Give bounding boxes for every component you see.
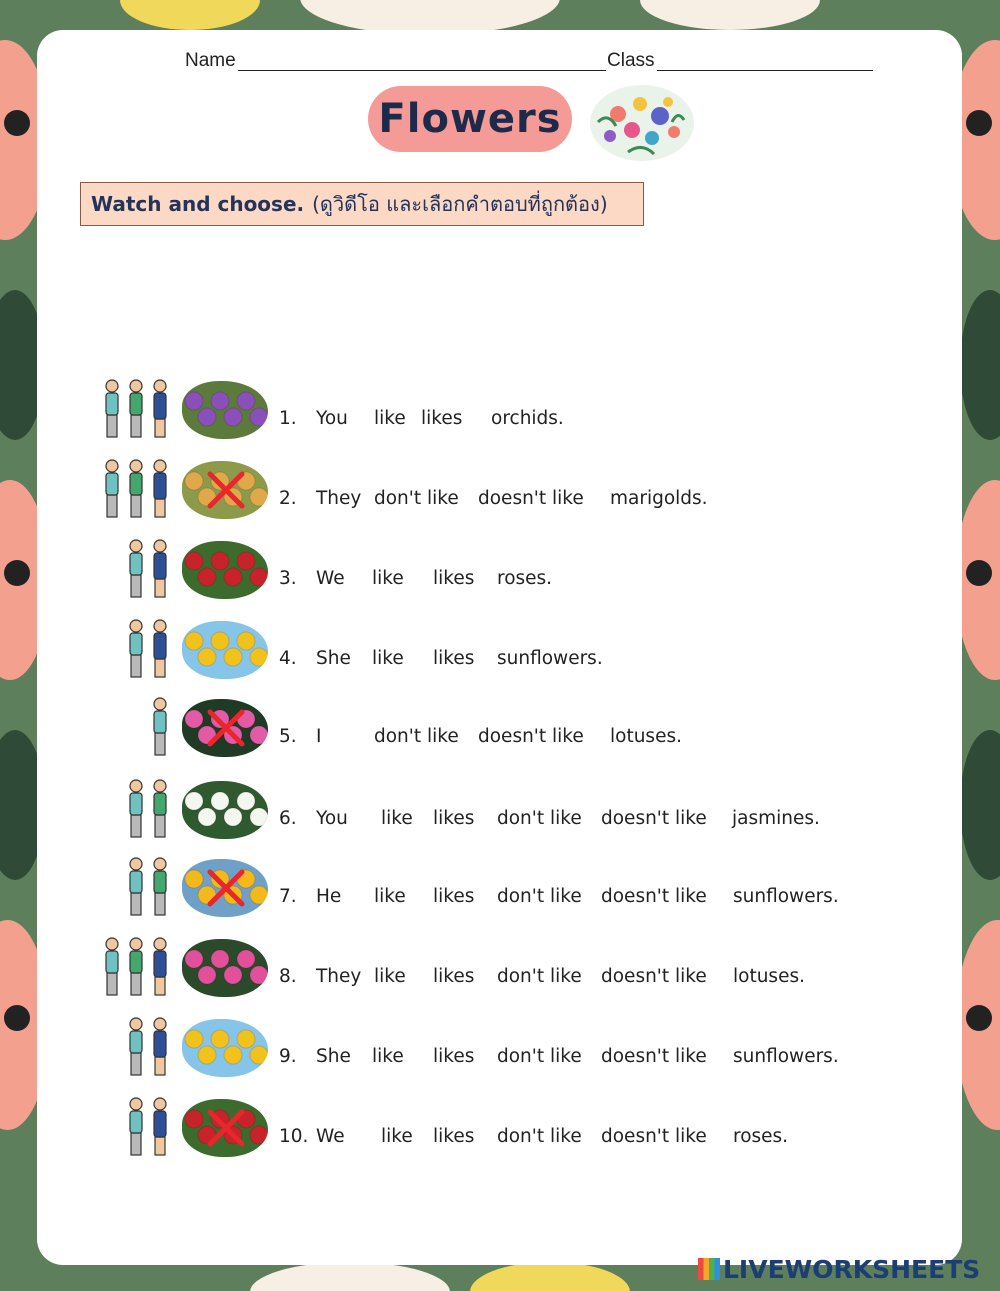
answer-option[interactable]: likes	[433, 886, 475, 907]
watermark	[698, 1255, 980, 1284]
answer-option[interactable]: like	[372, 648, 404, 669]
flower-decoration	[470, 1262, 630, 1291]
instruction-title: Watch and choose.	[91, 192, 305, 216]
answer-option[interactable]: like	[372, 1046, 404, 1067]
person-icon	[130, 620, 142, 677]
person-icon	[106, 380, 118, 437]
person-icon	[130, 938, 142, 995]
person-icon	[154, 460, 166, 517]
question-row	[0, 933, 1000, 1003]
answer-option[interactable]: don't like	[497, 808, 582, 829]
answer-option[interactable]: likes	[421, 408, 463, 429]
person-icon	[154, 698, 166, 755]
flower-photo	[182, 1019, 268, 1077]
person-icon	[154, 380, 166, 437]
answer-option[interactable]: doesn't like	[601, 1046, 707, 1067]
question-number: 8.	[279, 966, 297, 987]
liveworksheets-logo-icon	[698, 1258, 720, 1280]
subject-word: You	[316, 408, 348, 429]
answer-option[interactable]: don't like	[497, 886, 582, 907]
flower-photo	[182, 381, 268, 439]
subject-word: I	[316, 726, 322, 747]
person-icon	[130, 540, 142, 597]
answer-option[interactable]: doesn't like	[478, 726, 584, 747]
flower-word: sunflowers.	[733, 1046, 839, 1067]
answer-option[interactable]: don't like	[497, 966, 582, 987]
question-number: 3.	[279, 568, 297, 589]
subject-word: She	[316, 1046, 351, 1067]
cross-icon	[206, 470, 246, 510]
flower-word: marigolds.	[610, 488, 708, 509]
answer-option[interactable]: don't like	[497, 1046, 582, 1067]
answer-option[interactable]: likes	[433, 966, 475, 987]
person-icon	[130, 380, 142, 437]
people-pictogram-icon	[96, 457, 178, 523]
person-icon	[130, 780, 142, 837]
flower-word: roses.	[733, 1126, 789, 1147]
flower-decoration	[640, 0, 820, 30]
person-icon	[154, 858, 166, 915]
answer-option[interactable]: doesn't like	[601, 1126, 707, 1147]
instruction-box	[80, 182, 644, 226]
answer-option[interactable]: doesn't like	[601, 808, 707, 829]
question-number: 4.	[279, 648, 297, 669]
answer-option[interactable]: like	[372, 568, 404, 589]
answer-option[interactable]: like	[381, 808, 413, 829]
flower-decoration	[120, 0, 260, 30]
person-icon	[154, 1018, 166, 1075]
flower-word: lotuses.	[733, 966, 805, 987]
question-row	[0, 455, 1000, 525]
flower-decoration	[250, 1262, 450, 1291]
person-icon	[106, 460, 118, 517]
flower-word: sunflowers.	[733, 886, 839, 907]
answer-option[interactable]: likes	[433, 808, 475, 829]
flower-photo	[182, 541, 268, 599]
answer-option[interactable]: like	[374, 886, 406, 907]
instruction-thai: (ดูวิดีโอ และเลือกคำตอบที่ถูกต้อง)	[312, 192, 608, 216]
answer-option[interactable]: like	[374, 966, 406, 987]
title-text: Flowers	[378, 96, 562, 142]
person-icon	[130, 460, 142, 517]
flower-word: orchids.	[491, 408, 564, 429]
people-pictogram-icon	[120, 1015, 178, 1081]
question-row	[0, 1093, 1000, 1163]
name-line	[238, 70, 606, 71]
subject-word: We	[316, 568, 345, 589]
people-pictogram-icon	[120, 777, 178, 843]
answer-option[interactable]: like	[374, 408, 406, 429]
question-row	[0, 615, 1000, 685]
flower-bouquet-icon	[588, 82, 696, 164]
answer-option[interactable]: doesn't like	[478, 488, 584, 509]
people-pictogram-icon	[120, 1095, 178, 1161]
question-number: 5.	[279, 726, 297, 747]
subject-word: You	[316, 808, 348, 829]
question-row	[0, 535, 1000, 605]
people-pictogram-icon	[120, 617, 178, 683]
subject-word: She	[316, 648, 351, 669]
question-row	[0, 775, 1000, 845]
question-number: 7.	[279, 886, 297, 907]
person-icon	[154, 1098, 166, 1155]
answer-option[interactable]: don't like	[497, 1126, 582, 1147]
person-icon	[154, 780, 166, 837]
question-number: 9.	[279, 1046, 297, 1067]
people-pictogram-icon	[120, 537, 178, 603]
watermark-text: LIVEWORKSHEETS	[723, 1255, 981, 1284]
cross-icon	[206, 868, 246, 908]
question-number: 10.	[279, 1126, 309, 1147]
flower-word: roses.	[497, 568, 553, 589]
class-label: Class	[607, 50, 655, 71]
question-number: 6.	[279, 808, 297, 829]
answer-option[interactable]: like	[381, 1126, 413, 1147]
people-pictogram-icon	[96, 377, 178, 443]
flower-center-decoration	[966, 110, 992, 136]
answer-option[interactable]: likes	[433, 1126, 475, 1147]
flower-center-decoration	[4, 110, 30, 136]
flower-photo	[182, 939, 268, 997]
people-pictogram-icon	[120, 855, 178, 921]
people-pictogram-icon	[96, 935, 178, 1001]
flower-word: jasmines.	[732, 808, 820, 829]
answer-option[interactable]: likes	[433, 1046, 475, 1067]
person-icon	[106, 938, 118, 995]
person-icon	[154, 540, 166, 597]
person-icon	[130, 1018, 142, 1075]
page-title	[368, 86, 572, 152]
person-icon	[130, 858, 142, 915]
answer-option[interactable]: doesn't like	[601, 966, 707, 987]
subject-word: We	[316, 1126, 345, 1147]
subject-word: They	[316, 966, 362, 987]
person-icon	[130, 1098, 142, 1155]
answer-option[interactable]: don't like	[374, 726, 459, 747]
answer-option[interactable]: likes	[433, 568, 475, 589]
question-number: 1.	[279, 408, 297, 429]
subject-word: They	[316, 488, 362, 509]
cross-icon	[206, 1108, 246, 1148]
question-number: 2.	[279, 488, 297, 509]
flower-photo	[182, 781, 268, 839]
name-label: Name	[185, 50, 236, 71]
answer-option[interactable]: don't like	[374, 488, 459, 509]
person-icon	[154, 938, 166, 995]
question-row	[0, 693, 1000, 763]
question-row	[0, 375, 1000, 445]
answer-option[interactable]: doesn't like	[601, 886, 707, 907]
subject-word: He	[316, 886, 342, 907]
class-line	[657, 70, 873, 71]
person-icon	[154, 620, 166, 677]
answer-option[interactable]: likes	[433, 648, 475, 669]
cross-icon	[206, 708, 246, 748]
flower-photo	[182, 621, 268, 679]
flower-word: sunflowers.	[497, 648, 603, 669]
question-row	[0, 1013, 1000, 1083]
question-row	[0, 853, 1000, 923]
flower-word: lotuses.	[610, 726, 682, 747]
people-pictogram-icon	[144, 695, 178, 761]
